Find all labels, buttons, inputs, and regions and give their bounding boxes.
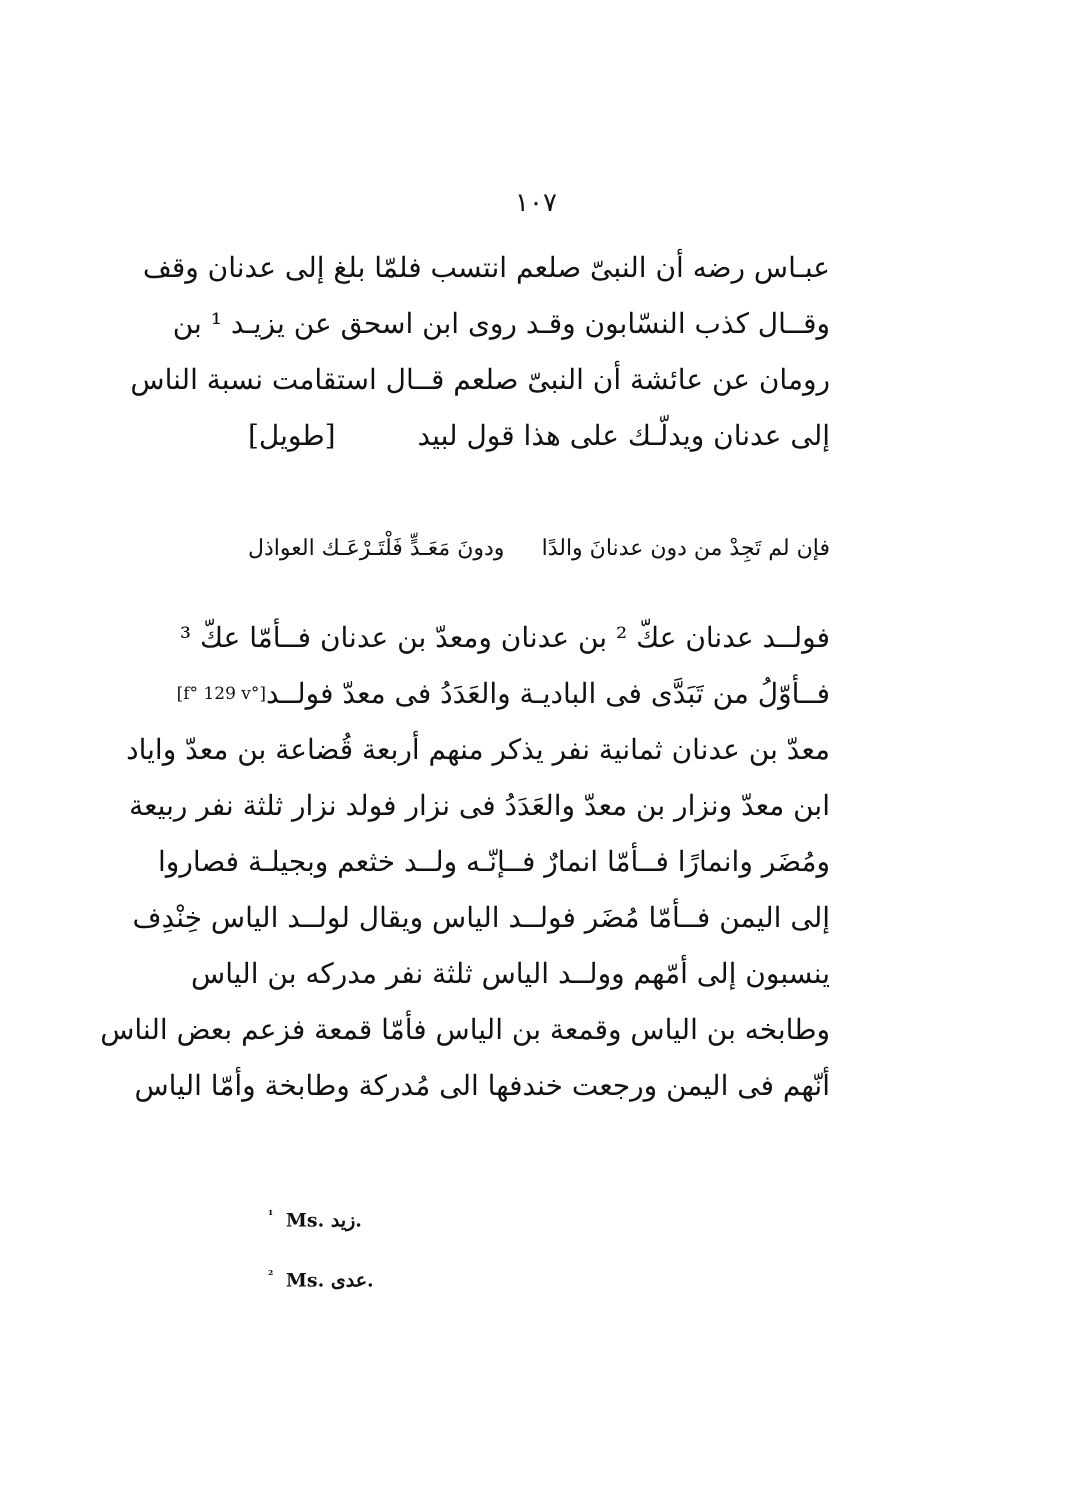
footnote-marker: ² xyxy=(268,1268,274,1282)
text-line: ينسبون إلى أمّهم وولــد الياس ثلثة نفر مدركه بن الياس xyxy=(191,957,830,990)
footnotes xyxy=(268,1196,668,1316)
verse-second-hemistich: ودونَ مَعَـدٍّ فَلْتَـرْعَـك العواذل xyxy=(248,535,505,561)
text-line: وطابخه بن الياس وقمعة بن الياس فأمّا قمعة فزعم بعض الناس xyxy=(100,1013,830,1046)
text-line: فــأوّلُ من تَبَدَّى فى الباديـة والعَدَدُ فى معدّ فولــد xyxy=(266,677,830,710)
text-line: ومُضَر وانمارًا فــأمّا انمارٌ فــإنّـه ولــد خثعم وبجيلـة فصاروا xyxy=(158,845,830,878)
footnote xyxy=(268,1196,668,1256)
text-line: إلى اليمن فــأمّا مُضَر فولــد الياس ويقال لولــد الياس خِنْدِف xyxy=(132,901,830,934)
verse xyxy=(248,528,830,568)
folio-reference: [f° 129 v°] xyxy=(176,684,267,704)
text-line: إلى عدنان ويدلّـك على هذا قول لبيد xyxy=(417,419,830,452)
footnote-text: Ms. زيد. xyxy=(285,1209,362,1232)
verse-first-hemistich: فإن لم تَجِدْ من دون عدنانَ والدًا xyxy=(541,535,830,561)
text-line-with-folio xyxy=(176,666,830,722)
footnote xyxy=(268,1256,668,1316)
text-line: أنّهم فى اليمن ورجعت خندفها الى مُدركة وطابخة وأمّا الياس xyxy=(134,1069,830,1102)
paragraph-1 xyxy=(130,240,830,464)
footnote-marker: ¹ xyxy=(268,1208,274,1222)
text-line: وقــال كذب النسّابون وقـد روى ابن اسحق عن يزيـد ¹ بن xyxy=(172,307,830,340)
text-line: رومان عن عائشة أن النبىّ صلعم قــال استقامت نسبة الناس xyxy=(130,363,830,396)
text-line: فولــد عدنان عكّ ² بن عدنان ومعدّ بن عدنان فــأمّا عكّ ³ xyxy=(179,621,830,654)
text-line: عبـاس رضه أن النبىّ صلعم انتسب فلمّا بلغ إلى عدنان وقف xyxy=(142,251,830,284)
footnote-text: Ms. عدى. xyxy=(285,1269,374,1292)
meter-label: [طويل] xyxy=(248,419,336,452)
page-number: ١٠٧ xyxy=(515,188,557,218)
text-line: معدّ بن عدنان ثمانية نفر يذكر منهم أربعة قُضاعة بن معدّ واياد xyxy=(126,733,830,766)
paragraph-2 xyxy=(100,610,830,1114)
text-line: ابن معدّ ونزار بن معدّ والعَدَدُ فى نزار فولد نزار ثلثة نفر ربيعة xyxy=(129,789,830,822)
text-line-with-meter xyxy=(248,408,830,464)
